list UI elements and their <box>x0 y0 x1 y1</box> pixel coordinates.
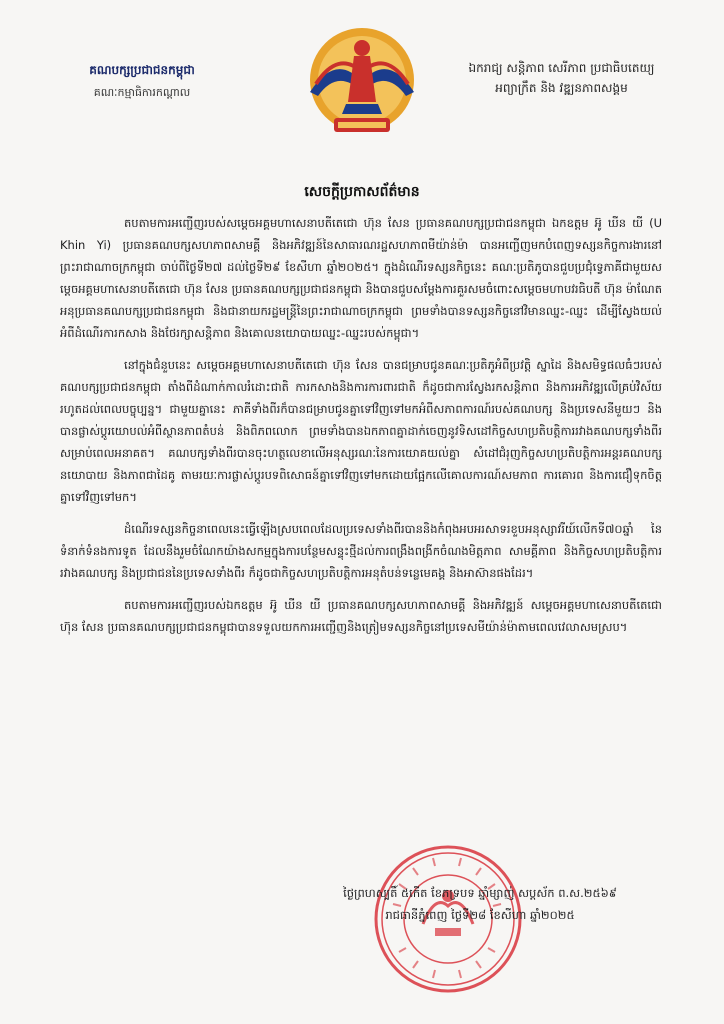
place-date: រាជធានីភ្នំពេញ ថ្ងៃទី២៨ ខែសីហា ឆ្នាំ២០២៥ <box>385 908 575 922</box>
party-name: គណបក្សប្រជាជនកម្ពុជា <box>89 63 195 77</box>
paragraph: តបតាមការអញ្ជើញរបស់សម្តេចអគ្គមហាសេនាបតីតេជោ ហ៊ុន សែន ប្រធានគណបក្សប្រជាជនកម្ពុជា ឯកឧត្តម អ៊ូ ឃីន យី (U Khin Yi) ប្រធានគណបក្សសហភាពសាមគ្គី និងអភិវឌ្ឍន៍នៃសាធារណរដ្ឋសហភាពមីយ៉ាន់ម៉ា បានអញ្ជើញមកបំពេញទស្សនកិច្ចការងារនៅព្រះរាជាណាចក្រកម្ពុជា ចាប់ពីថ្ងៃទី២៧ ដល់ថ្ងៃទី២៩ ខែសីហា ឆ្នាំ២០២៥។ ក្នុងដំណើរទស្សនកិច្ចនេះ គណៈប្រតិភូបានជួបប្រជុំទ្វេភាគីជាមួយសម្តេចអគ្គមហាសេនាបតីតេជោ ហ៊ុន សែន ប្រធានគណបក្សប្រជាជនកម្ពុជា និងបានជួបសម្តែងការគួរសមចំពោះសម្តេចមហាបវរធិបតី ហ៊ុន ម៉ាណែត អនុប្រធានគណបក្សប្រជាជនកម្ពុជា និងជានាយករដ្ឋមន្ត្រីនៃព្រះរាជាណាចក្រកម្ពុជា ព្រមទាំងបានទស្សនកិច្ចនៅវិមានឈ្នះ-ឈ្នះ ដើម្បីស្វែងយល់អំពីដំណើរការកសាង និងថែរក្សាសន្តិភាព និងគោលនយោបាយឈ្នះ-ឈ្នះរបស់កម្ពុជា។ <box>60 216 662 340</box>
motto-line-2: អព្យាក្រឹត និង វឌ្ឍនភាពសង្គម <box>495 81 628 95</box>
letterhead-left <box>52 62 232 102</box>
document-title: សេចក្តីប្រកាសព័ត៌មាន <box>304 184 420 200</box>
paragraph: ដំណើរទស្សនកិច្ចនាពេលនេះធ្វើឡើងស្របពេលដែលប្រទេសទាំងពីរបាននិងកំពុងអបអរសាទរខួបអនុស្សាវរីយ៍លើកទី៧០ឆ្នាំ នៃទំនាក់ទំនងការទូត ដែលនឹងរួមចំណែកយ៉ាងសកម្មក្នុងការបន្ថែមសន្ទុះថ្មីដល់ការពង្រឹងពង្រីកចំណងមិត្តភាព សាមគ្គីភាព និងកិច្ចសហប្រតិបត្តិការរវាងគណបក្ស និងប្រជាជននៃប្រទេសទាំងពីរ ក៏ដូចជាកិច្ចសហប្រតិបត្តិការអនុតំបន់ទន្លេមេគង្គ និងអាស៊ានផងដែរ។ <box>60 522 662 580</box>
letterhead-right <box>439 58 684 98</box>
committee-name: គណៈកម្មាធិការកណ្តាល <box>93 86 191 99</box>
paragraph: តបតាមការអញ្ជើញរបស់ឯកឧត្តម អ៊ូ ឃីន យី ប្រធានគណបក្សសហភាពសាមគ្គី និងអភិវឌ្ឍន៍ សម្តេចអគ្គមហាសេនាបតីតេជោ ហ៊ុន សែន ប្រធានគណបក្សប្រជាជនកម្ពុជាបានទទួលយកការអញ្ជើញនិងត្រៀមទស្សនកិច្ចនៅប្រទេសមីយ៉ាន់ម៉ាតាមពេលវេលាសមស្រប។ <box>60 598 662 634</box>
motto-line-1: ឯករាជ្យ សន្តិភាព សេរីភាព ប្រជាធិបតេយ្យ <box>468 61 655 75</box>
document-body <box>60 212 662 648</box>
lunar-date: ថ្ងៃព្រហស្បតិ៍ ៥កើត ខែភទ្របទ ឆ្នាំម្សាញ់ សប្តស័ក ព.ស.២៥៦៩ <box>343 886 617 900</box>
cpp-party-emblem-icon <box>306 22 418 144</box>
paragraph: នៅក្នុងជំនួបនេះ សម្តេចអគ្គមហាសេនាបតីតេជោ ហ៊ុន សែន បានជម្រាបជូនគណៈប្រតិភូអំពីប្រវត្តិ ស្នាដៃ និងសមិទ្ធផលធំៗរបស់គណបក្សប្រជាជនកម្ពុជា តាំងពីដំណាក់កាលរំដោះជាតិ ការកសាងនិងការការពារជាតិ ក៏ដូចជាការស្វែងរកសន្តិភាព និងការអភិវឌ្ឍលើគ្រប់វិស័យរហូតដល់ពេលបច្ចុប្បន្ន។ ជាមួយគ្នានេះ ភាគីទាំងពីរក៏បានជម្រាបជូនគ្នាទៅវិញទៅមកអំពីសភាពការណ៍របស់គណបក្ស និងប្រទេសនីមួយៗ និងបានផ្លាស់ប្តូរយោបល់អំពីស្ថានភាពតំបន់ និងពិភពលោក ព្រមទាំងបានឯកភាពគ្នាដាក់ចេញនូវទិសដៅកិច្ចសហប្រតិបត្តិការរវាងគណបក្សទាំងពីរសម្រាប់ពេលអនាគត។ គណបក្សទាំងពីរបានចុះហត្ថលេខាលើអនុស្សរណៈនៃការយោគយល់គ្នា សំដៅជំរុញកិច្ចសហប្រតិបត្តិការអន្តរគណបក្សនយោបាយ និងភាពជាដៃគូ តាមរយៈការផ្លាស់ប្តូរបទពិសោធន៍គ្នាទៅវិញទៅមកដោយផ្អែកលើគោលការណ៍សមភាព ការគោរព និងការជឿទុកចិត្តគ្នាទៅវិញទៅមក។ <box>60 358 662 504</box>
signoff-block <box>280 882 680 926</box>
